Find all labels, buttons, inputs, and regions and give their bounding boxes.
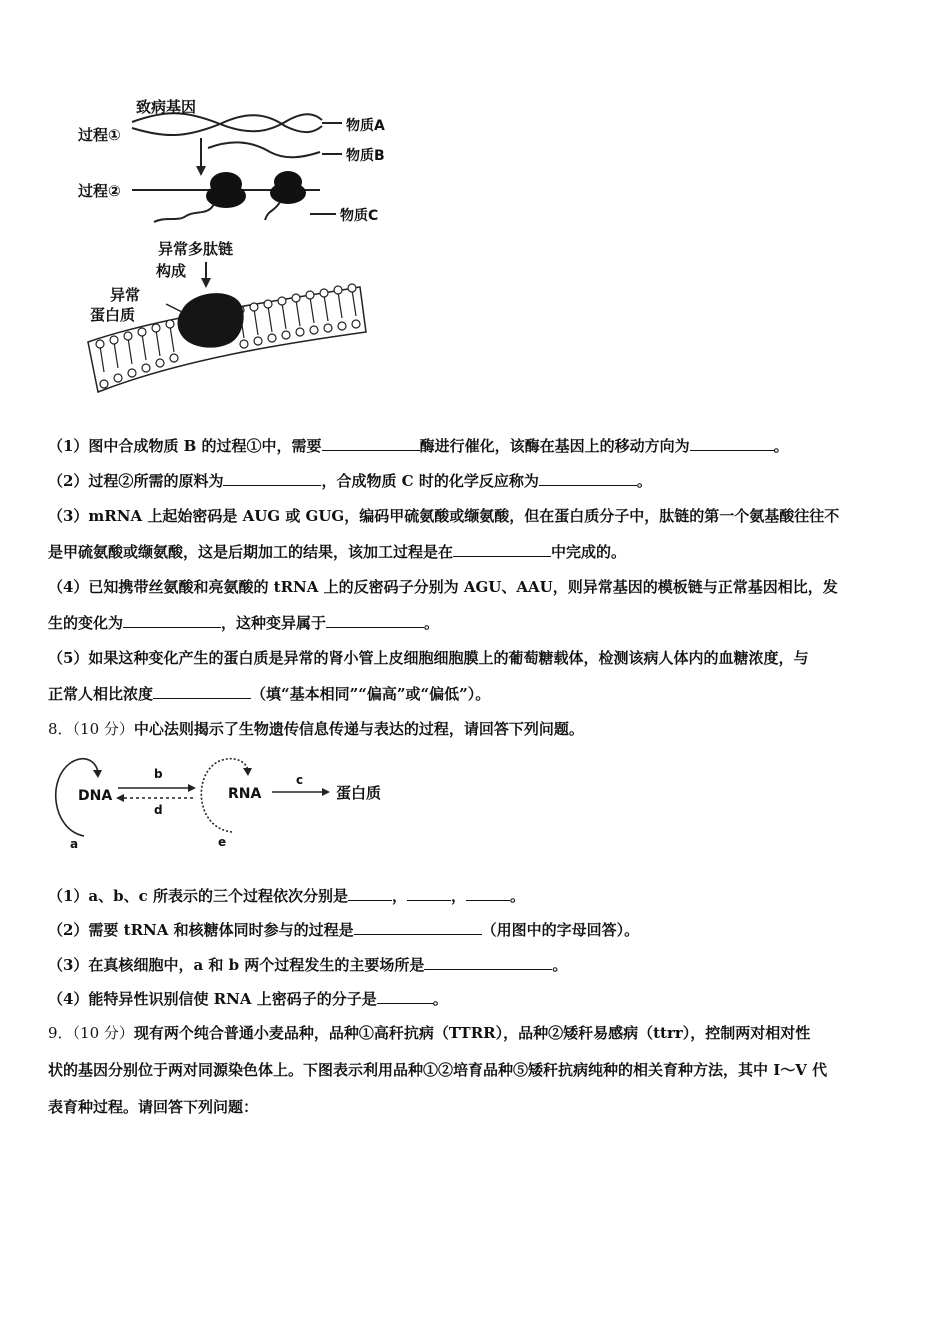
q9-stem-line-2: 状的基因分别位于两对同源染色体上。下图表示利用品种①②培育品种⑤矮秆抗病纯种的相关育种方法，其中 I～V 代	[48, 1061, 828, 1079]
arrow-down-icon	[196, 166, 206, 176]
answer-blank[interactable]	[326, 613, 424, 628]
q7-item-5-line-1: （5）如果这种变化产生的蛋白质是异常的肾小管上皮细胞细胞膜上的葡萄糖载体，检测该病人体内的血糖浓度，与	[48, 649, 809, 667]
rna-label: RNA	[228, 786, 262, 802]
q7-item-5-line-2: 正常人相比浓度 （填“基本相同”“偏高”或“偏低”）。	[48, 685, 491, 703]
answer-blank[interactable]	[348, 886, 392, 901]
material-a-label: 物质A	[346, 118, 385, 134]
question-number: 9．	[48, 1024, 73, 1042]
question-score: （10 分）	[72, 720, 134, 738]
b-label: b	[154, 767, 163, 781]
answer-blank[interactable]	[223, 471, 321, 486]
material-b-label: 物质B	[346, 148, 385, 164]
q7-item-4-line-1: （4）已知携带丝氨酸和亮氨酸的 tRNA 上的反密码子分别为 AGU、AAU，则异常基因的模板链与正常基因相比，发	[48, 578, 838, 596]
q7-item-3-line-2: 是甲硫氨酸或缬氨酸，这是后期加工的结果，该加工过程是在 中完成的。	[48, 543, 627, 561]
answer-blank[interactable]	[424, 955, 552, 970]
q8-item-4: （4）能特异性识别信使 RNA 上密码子的分子是 。	[48, 990, 448, 1008]
q9-stem-line-3: 表育种过程。请回答下列问题：	[48, 1098, 259, 1116]
mrna-strand	[208, 142, 320, 157]
q7-item-4-line-2: 生的变化为 ，这种变异属于 。	[48, 614, 440, 632]
answer-blank[interactable]	[322, 436, 420, 451]
answer-blank[interactable]	[354, 920, 482, 935]
arrow-head-icon	[93, 770, 102, 778]
question-number: 8．	[48, 720, 73, 738]
abnormal-protein	[178, 293, 244, 348]
answer-blank[interactable]	[453, 542, 551, 557]
arrow-right-icon	[188, 784, 196, 792]
answer-blank[interactable]	[466, 886, 510, 901]
arrow-left-icon	[116, 794, 124, 802]
process1-label: 过程①	[78, 126, 121, 144]
gene-label: 致病基因	[136, 98, 197, 116]
arrow-right-icon	[322, 788, 330, 796]
abnormal-protein-label-1: 异常	[110, 286, 141, 304]
answer-blank[interactable]	[377, 989, 433, 1004]
q8-item-1: （1）a、b、c 所表示的三个过程依次分别是 ， ， 。	[48, 887, 526, 905]
dna-label: DNA	[78, 788, 113, 804]
polypeptide-chain-2	[265, 202, 280, 220]
a-label: a	[70, 837, 79, 851]
abnormal-chain-label: 异常多肽链	[158, 240, 234, 258]
central-dogma-figure	[44, 748, 404, 858]
protein-label: 蛋白质	[336, 784, 382, 802]
q9-stem-line-1: 9．（10 分）现有两个纯合普通小麦品种，品种①高秆抗病（TTRR），品种②矮秆易感病（ttrr），控制两对相对性	[48, 1024, 811, 1042]
q7-item-2: （2）过程②所需的原料为 ，合成物质 C 时的化学反应称为 。	[48, 472, 652, 490]
d-label: d	[154, 803, 163, 817]
gene-expression-figure	[70, 92, 410, 410]
e-label: e	[218, 835, 227, 849]
arrow-down-icon	[201, 278, 211, 288]
compose-label: 构成	[156, 262, 187, 280]
question-score: （10 分）	[72, 1024, 134, 1042]
answer-blank[interactable]	[539, 471, 637, 486]
q7-item-1: （1）图中合成物质 B 的过程①中，需要 酶进行催化，该酶在基因上的移动方向为 。	[48, 437, 789, 455]
abnormal-protein-label-2: 蛋白质	[90, 306, 136, 324]
q7-item-3-line-1: （3）mRNA 上起始密码是 AUG 或 GUG，编码甲硫氨酸或缬氨酸，但在蛋白质分子中，肽链的第一个氨基酸往往不	[48, 507, 840, 525]
q8-item-2: （2）需要 tRNA 和核糖体同时参与的过程是 （用图中的字母回答）。	[48, 921, 640, 939]
arrow-head-icon	[243, 768, 252, 776]
q8-item-3: （3）在真核细胞中，a 和 b 两个过程发生的主要场所是 。	[48, 956, 568, 974]
c-label: c	[296, 773, 304, 787]
answer-blank[interactable]	[123, 613, 221, 628]
material-c-label: 物质C	[340, 208, 379, 224]
process2-label: 过程②	[78, 182, 121, 200]
q8-stem: 8．（10 分）中心法则揭示了生物遗传信息传递与表达的过程，请回答下列问题。	[48, 720, 584, 738]
answer-blank[interactable]	[690, 436, 774, 451]
answer-blank[interactable]	[153, 684, 251, 699]
answer-blank[interactable]	[407, 886, 451, 901]
polypeptide-chain-1	[154, 204, 214, 222]
